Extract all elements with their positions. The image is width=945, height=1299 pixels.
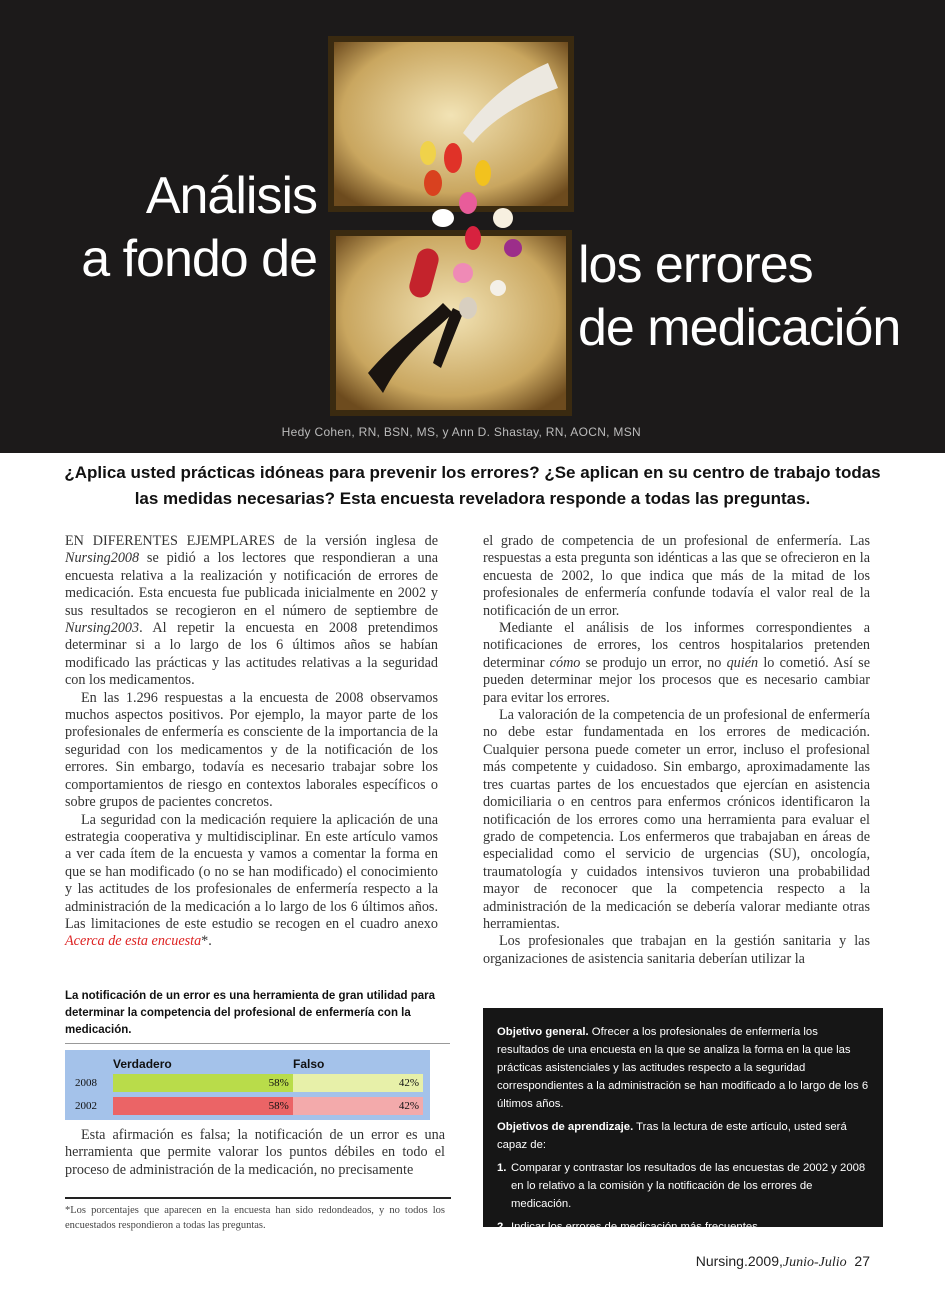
title-line-4: de medicación bbox=[578, 299, 901, 357]
title-line-1: Análisis bbox=[145, 167, 317, 225]
page-number: 27 bbox=[854, 1253, 870, 1269]
row-label-2008: 2008 bbox=[75, 1077, 97, 1089]
box-reference-link[interactable]: Acerca de esta encuesta bbox=[65, 933, 202, 950]
paragraph: EN DIFERENTES EJEMPLARES de la versión inglesa de Nursing2008 se pidió a los lectores que respondieran a una encuesta relativa a la realización y notificación de errores de medicación. Esta encuesta fue publicada inicialmente en 2002 y sus resultados se recogieron en el número de septiembre de Nursing2003. Al repetir la encuesta en 2008 pretendimos determinar si a lo largo de los 6 últimos años se habían modificado las prácticas y las actitudes relativas a la seguridad con los medicamentos. bbox=[65, 533, 438, 689]
deck-subtitle: ¿Aplica usted prácticas idóneas para prevenir los errores? ¿Se aplican en su centro de trabajo todas las medidas necesarias? Esta encuesta reveladora responde a todas las preguntas. bbox=[64, 463, 881, 508]
bar-2008-false: 42% bbox=[293, 1074, 423, 1092]
bar-2008-true: 58% bbox=[113, 1074, 293, 1092]
survey-bar-chart bbox=[65, 1050, 430, 1120]
list-item: 1. Comparar y contrastar los resultados de las encuestas de 2002 y 2008 en lo relativo a la comisión y la notificación de los errores de medicación. bbox=[497, 1162, 866, 1210]
title-right bbox=[578, 234, 900, 360]
paragraph: Mediante el análisis de los informes correspondientes a notificaciones de errores, los centros hospitalarios pretenden determinar cómo se produjo un error, no quién lo cometió. Así se pueden determinar mejor los procesos que es necesario cambiar para evitar los errores. bbox=[483, 620, 870, 706]
paragraph: el grado de competencia de un profesional de enfermería. Las respuestas a esta pregunta son idénticas a las que se ofrecieron en la encuesta de 2002, lo que indica que más de la mitad de los profesionales de enfermería confunde todavía el valor real de la notificación de un error. bbox=[483, 533, 870, 619]
bar-2002-true: 58% bbox=[113, 1097, 293, 1115]
title-line-3: los errores bbox=[578, 236, 813, 294]
paragraph: Los profesionales que trabajan en la gestión sanitaria y las organizaciones de asistencia sanitaria deberían utilizar la bbox=[483, 933, 870, 967]
authors-byline: Hedy Cohen, RN, BSN, MS, y Ann D. Shastay, RN, AOCN, MSN bbox=[281, 425, 641, 439]
survey-question bbox=[65, 988, 450, 1044]
title-line-2: a fondo de bbox=[81, 230, 317, 288]
list-item: 3. Definir las estrategias para prevenir los errores de medicación más habituales. bbox=[497, 1244, 847, 1274]
general-objective: Objetivo general. Ofrecer a los profesionales de enfermería los resultados de una encuesta en la que se analiza la forma en la que las prácticas asistenciales y las actitudes respecto a la seguridad correspondientes a la administración se han modificado a lo largo de los 6 últimos años. bbox=[497, 1026, 869, 1110]
body-column-left bbox=[65, 533, 438, 951]
hero-banner bbox=[0, 0, 945, 453]
title-left bbox=[81, 165, 317, 291]
row-label-2002: 2002 bbox=[75, 1100, 97, 1112]
lead-in: EN DIFERENTES EJEMPLARES bbox=[65, 533, 275, 549]
issue-date: Junio-Julio bbox=[782, 1255, 847, 1270]
footnote: *Los porcentajes que aparecen en la encuesta han sido redondeados, y no todos los encuestados respondieron a todas las preguntas. bbox=[65, 1205, 445, 1231]
pills-hands-illustration bbox=[323, 33, 578, 418]
paragraph: En las 1.296 respuestas a la encuesta de 2008 observamos muchos aspectos positivos. Por ejemplo, la mayor parte de los profesionales de enfermería es consciente de la importancia de la seguridad con los medicamentos y de la notificación de los errores. Sin embargo, todavía es necesario trabajar sobre los comportamientos de riesgo en contextos laborales específicos o sobre grupos de pacientes concretos. bbox=[65, 689, 438, 811]
list-item: 2. Indicar los errores de medicación más frecuentes. bbox=[497, 1221, 761, 1233]
body-column-right bbox=[483, 533, 870, 968]
paragraph: La valoración de la competencia de un profesional de enfermería no debe estar fundamentada en los errores de medicación. Cualquier persona puede cometer un error, incluso el profesional más competente y cuidadoso. Sin embargo, aproximadamente las tres cuartas partes de los encuestados que ejercían en asistencia domiciliaria o en centros para enfermos crónicos identificaron la notificación de los errores como una herramienta para evaluar el grado de competencia. Los enfermeros que trabajaban en áreas de especialidad como el servicio de urgencias (SU), oncología, traumatología y cuidados intensivos tuvieron una probabilidad mayor de reconocer que la competencia respecto a la administración de la medicación se debería valorar mediante otras herramientas. bbox=[483, 707, 870, 932]
legend-false: Falso bbox=[293, 1057, 325, 1071]
chart-explanation: Esta afirmación es falsa; la notificación de un error es una herramienta que permite valorar los puntos débiles en todo el proceso de administración de la medicación, no precisamente bbox=[65, 1127, 445, 1178]
page-folio bbox=[696, 1253, 870, 1271]
learning-objectives: Objetivos de aprendizaje. Tras la lectura de este artículo, usted será capaz de: bbox=[497, 1121, 847, 1151]
bar-2002-false: 42% bbox=[293, 1097, 423, 1115]
legend-true: Verdadero bbox=[113, 1057, 172, 1071]
magazine-name: Nursing.2009, bbox=[695, 1253, 783, 1269]
question-text: La notificación de un error es una herramienta de gran utilidad para determinar la competencia del profesional de enfermería con la medicación. bbox=[65, 988, 450, 1044]
paragraph: La seguridad con la medicación requiere la aplicación de una estrategia cooperativa y multidisciplinar. En este artículo vamos a ver cada ítem de la encuesta y vamos a comentar la forma en que se han modificado (o no se han modificado) el conocimiento y las actitudes de los profesionales de enfermería respecto a la administración de la medicación a lo largo de los 6 últimos años. Las limitaciones de este estudio se recogen en el cuadro anexo Acerca de esta encuesta*. bbox=[65, 811, 438, 950]
footnote-divider bbox=[65, 1197, 451, 1199]
